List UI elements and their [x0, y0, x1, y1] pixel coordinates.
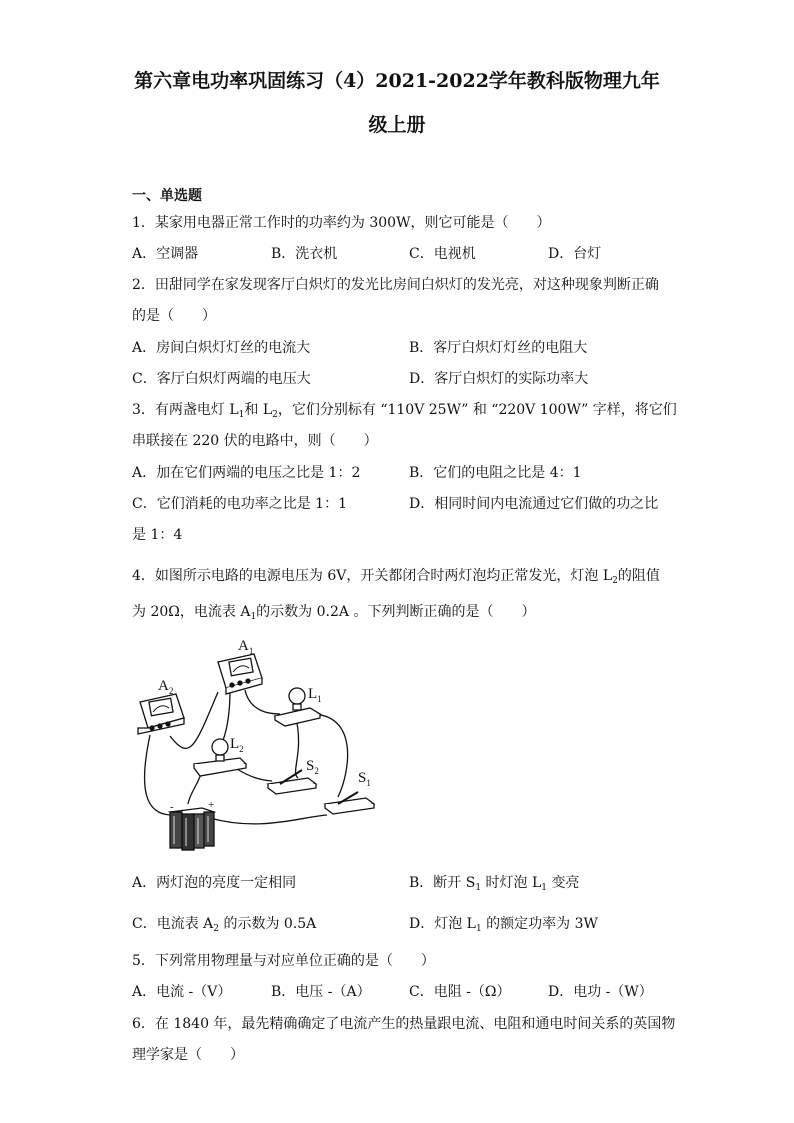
q4-option-c-sub: 2 [213, 924, 220, 934]
q6-stem-line2: 理学家是（ ） [132, 1047, 244, 1063]
doc-title-line1: 第六章电功率巩固练习（4）2021-2022学年教科版物理九年 [134, 70, 660, 92]
label-l2: L [230, 736, 240, 752]
svg-text:S1 [358, 770, 371, 788]
q2-option-c: C．客厅白炽灯两端的电压大 [132, 371, 311, 387]
q4-option-d-sub: 1 [475, 924, 482, 934]
svg-text:A1 [238, 638, 253, 656]
wire-battery-s1 [210, 815, 327, 824]
q3-option-a: A．加在它们两端的电压之比是 1：2 [132, 465, 361, 481]
battery-minus-label: - [170, 801, 174, 813]
q4-stem-line1 [132, 567, 660, 585]
q3-option-b: B．它们的电阻之比是 4：1 [409, 465, 582, 481]
q5-option-a: A．电流 -（V） [132, 984, 232, 1000]
q4-option-d-text-a: D．灯泡 L [409, 916, 476, 932]
label-l2-sub: 2 [239, 744, 244, 754]
svg-text:L2 [230, 736, 244, 754]
ammeter-a2 [138, 694, 184, 734]
q2-stem-line1: 2．田甜同学在家发现客厅白炽灯的发光比房间白炽灯的发光亮，对这种现象判断正确 [132, 277, 659, 293]
q4-stem-line2 [132, 603, 535, 621]
q4-option-a: A．两灯泡的亮度一定相同 [132, 875, 297, 891]
q4-sub-2: 1 [250, 612, 257, 622]
switch-s1 [325, 792, 374, 814]
wire-l2-s2 [237, 769, 272, 781]
label-a2-sub: 2 [168, 686, 174, 696]
q4-option-b-sub2: 1 [541, 883, 548, 893]
q1-option-a: A．空调器 [132, 246, 199, 262]
q4-option-b-text-b: 时灯泡 L [481, 875, 542, 891]
q4-option-b-sub1: 1 [475, 883, 482, 893]
q4-option-c-text-b: 的示数为 0.5A [219, 916, 317, 932]
label-s2-sub: 2 [314, 766, 319, 776]
q4-option-b-text-c: 变亮 [547, 875, 580, 891]
q4-option-d [409, 915, 598, 933]
q4-stem-text-b: 的阻值 [617, 568, 660, 584]
q4-option-c-text-a: C．电流表 A [132, 916, 214, 932]
q4-stem-text-a: 4．如图所示电路的电源电压为 6V，开关都闭合时两灯泡均正常发光，灯泡 L [132, 568, 613, 584]
wire-a2-battery [145, 735, 182, 815]
battery-pack [170, 808, 214, 850]
q1-option-b: B．洗衣机 [271, 246, 338, 262]
q6-stem-line1: 6．在 1840 年，最先精确确定了电流产生的热量跟电流、电阻和通电时间关系的英国物 [132, 1016, 676, 1032]
q2-option-d: D．客厅白炽灯的实际功率大 [409, 371, 589, 387]
q4-stem-text-d: 的示数为 0.2A 。下列判断正确的是（ ） [256, 604, 536, 620]
label-s1-sub: 1 [366, 778, 371, 788]
wire-a1-l1 [245, 690, 280, 714]
q4-sub-1: 2 [612, 576, 618, 586]
q3-option-c: C．它们消耗的电功率之比是 1：1 [132, 496, 347, 512]
q3-stem-line1 [132, 401, 677, 419]
ammeter-a1 [218, 654, 262, 694]
svg-text:L1 [308, 686, 322, 704]
q5-stem: 5．下列常用物理量与对应单位正确的是（ ） [132, 953, 435, 969]
q4-option-b-text-a: B．断开 S [409, 875, 476, 891]
label-l1: L [308, 686, 318, 702]
doc-title-line2: 级上册 [368, 114, 426, 136]
svg-text:A2 [158, 678, 173, 696]
q3-sub-1: 1 [238, 410, 245, 420]
label-a2: A [158, 678, 169, 694]
label-a1-sub: 1 [248, 646, 254, 656]
q3-sub-2: 2 [272, 410, 278, 420]
q2-stem-line2: 的是（ ） [132, 308, 216, 324]
q3-option-d-continued: 是 1：4 [132, 527, 183, 543]
label-l1-sub: 1 [317, 694, 322, 704]
q5-option-d: D．电功 -（W） [548, 984, 653, 1000]
circuit-diagram [130, 632, 390, 862]
q3-stem-text-c: ，它们分别标有 “110V 25W” 和 “220V 100W” 字样，将它们 [277, 402, 677, 418]
q2-option-a: A．房间白炽灯灯丝的电流大 [132, 340, 311, 356]
q4-stem-text-c: 为 20Ω，电流表 A [132, 604, 251, 620]
q2-option-b: B．客厅白炽灯灯丝的电阻大 [409, 340, 588, 356]
battery-plus-label: + [208, 799, 215, 811]
label-a1: A [238, 638, 249, 654]
svg-text:S2 [306, 758, 319, 776]
label-s2: S [306, 758, 315, 774]
q3-stem-text-b: 和 L [244, 402, 273, 418]
q4-option-b [409, 874, 579, 892]
q1-option-c: C．电视机 [409, 246, 476, 262]
q3-stem-text-a: 3．有两盏电灯 L [132, 402, 239, 418]
q3-option-d: D．相同时间内电流通过它们做的功之比 [409, 496, 659, 512]
q5-option-c: C．电阻 -（Ω） [409, 984, 511, 1000]
q4-option-c [132, 915, 316, 933]
q5-option-b: B．电压 -（A） [271, 984, 371, 1000]
section-heading: 一、单选题 [132, 188, 202, 204]
q3-stem-line2: 串联接在 220 伏的电路中，则（ ） [132, 433, 378, 449]
label-s1: S [358, 770, 367, 786]
q1-stem: 1．某家用电器正常工作时的功率约为 300W，则它可能是（ ） [132, 215, 551, 231]
q1-option-d: D．台灯 [548, 246, 602, 262]
q4-option-d-text-b: 的额定功率为 3W [481, 916, 598, 932]
